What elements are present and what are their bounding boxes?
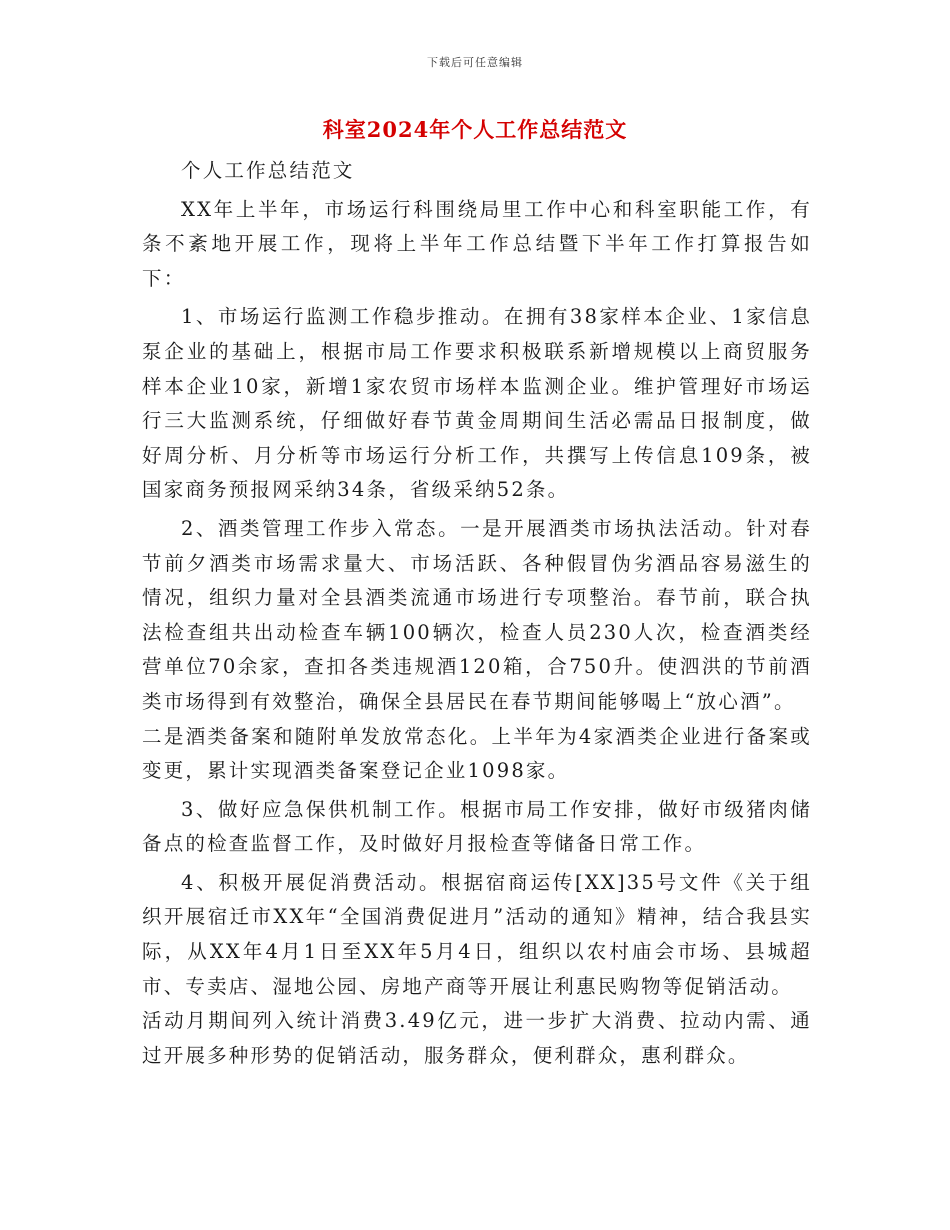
document-title: 科室2024年个人工作总结范文 xyxy=(322,117,628,142)
header-note: 下载后可任意编辑 xyxy=(427,56,523,69)
paragraph-item-2-continued: 二是酒类备案和随附单发放常态化。上半年为4家酒类企业进行备案或变更，累计实现酒类备案登记企业1098家。 xyxy=(142,724,812,783)
document-body xyxy=(142,154,812,1077)
paragraph-item-1: 1、市场运行监测工作稳步推动。在拥有38家样本企业、1家信息泵企业的基础上，根据市局工作要求积极联系新增规模以上商贸服务样本企业10家，新增1家农贸市场样本监测企业。维护管理好市场运行三大监测系统，仔细做好春节黄金周期间生活必需品日报制度，做好周分析、月分析等市场运行分析工作，共撰写上传信息109条，被国家商务预报网采纳34条，省级采纳52条。 xyxy=(142,305,812,502)
paragraph-item-2: 2、酒类管理工作步入常态。一是开展酒类市场执法活动。针对春节前夕酒类市场需求量大、市场活跃、各种假冒伪劣酒品容易滋生的情况，组织力量对全县酒类流通市场进行专项整治。春节前，联合执法检查组共出动检查车辆100辆次，检查人员230人次，检查酒类经营单位70余家，查扣各类违规酒120箱，合750升。使泗洪的节前酒类市场得到有效整治，确保全县居民在春节期间能够喝上“放心酒”。 xyxy=(142,516,812,713)
paragraph-subtitle: 个人工作总结范文 xyxy=(181,159,355,182)
paragraph-item-4-continued: 活动月期间列入统计消费3.49亿元，进一步扩大消费、拉动内需、通过开展多种形势的促销活动，服务群众，便利群众，惠利群众。 xyxy=(142,1009,812,1067)
paragraph-intro: XX年上半年，市场运行科围绕局里工作中心和科室职能工作，有条不紊地开展工作，现将上半年工作总结暨下半年工作打算报告如下： xyxy=(142,197,812,290)
paragraph-item-4: 4、积极开展促消费活动。根据宿商运传[XX]35号文件《关于组织开展宿迁市XX年“全国消费促进月”活动的通知》精神，结合我县实际，从XX年4月1日至XX年5月4日，组织以农村庙会市场、县城超市、专卖店、湿地公园、房地产商等开展让利惠民购物等促销活动。 xyxy=(142,870,812,998)
paragraph-item-3: 3、做好应急保供机制工作。根据市局工作安排，做好市级猪肉储备点的检查监督工作，及时做好月报检查等储备日常工作。 xyxy=(142,797,812,856)
